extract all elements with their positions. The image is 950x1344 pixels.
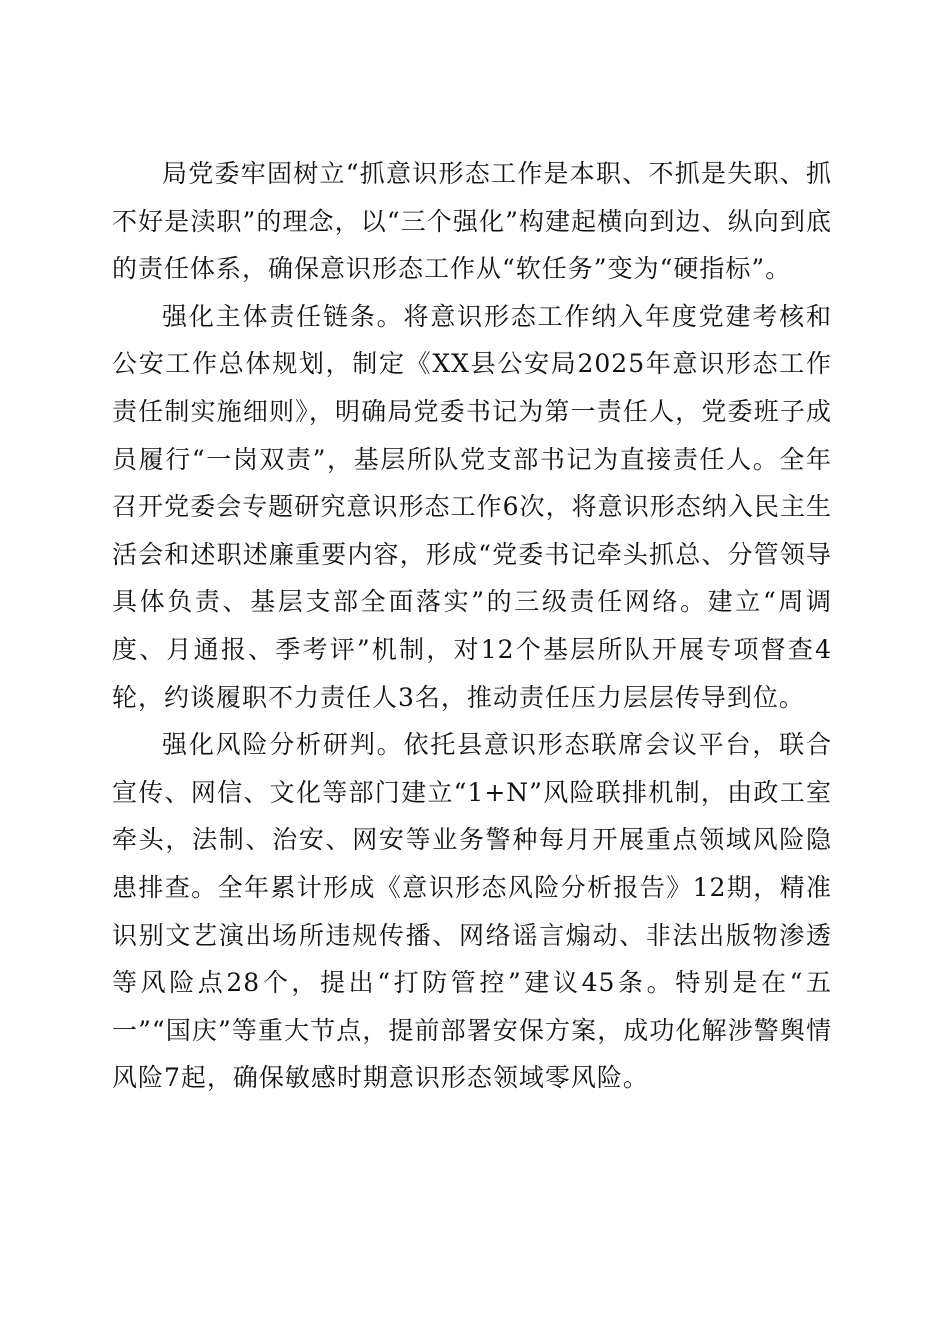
paragraph-intro: 局党委牢固树立“抓意识形态工作是本职、不抓是失职、抓不好是渎职”的理念，以“三个强化”构建起横向到边、纵向到底的责任体系，确保意识形态工作从“软任务”变为“硬指标”。	[112, 159, 832, 284]
paragraph-risk-analysis: 强化风险分析研判。依托县意识形态联席会议平台，联合宣传、网信、文化等部门建立“1+N”风险联排机制，由政工室牵头，法制、治安、网安等业务警种每月开展重点领域风险隐患排查。全年累计形成《意识形态风险分析报告》12期，精准识别文艺演出场所违规传播、网络谣言煽动、非法出版物渗透等风险点28个，提出“打防管控”建议45条。特别是在“五一”“国庆”等重大节点，提前部署安保方案，成功化解涉警舆情风险7起，确保敏感时期意识形态领域零风险。	[112, 730, 832, 1093]
document-body	[112, 150, 832, 1102]
paragraph-main-responsibility: 强化主体责任链条。将意识形态工作纳入年度党建考核和公安工作总体规划，制定《XX县公安局2025年意识形态工作责任制实施细则》，明确局党委书记为第一责任人，党委班子成员履行“一岗双责”，基层所队党支部书记为直接责任人。全年召开党委会专题研究意识形态工作6次，将意识形态纳入民主生活会和述职述廉重要内容，形成“党委书记牵头抓总、分管领导具体负责、基层支部全面落实”的三级责任网络。建立“周调度、月通报、季考评”机制，对12个基层所队开展专项督查4轮，约谈履职不力责任人3名，推动责任压力层层传导到位。	[112, 301, 832, 712]
